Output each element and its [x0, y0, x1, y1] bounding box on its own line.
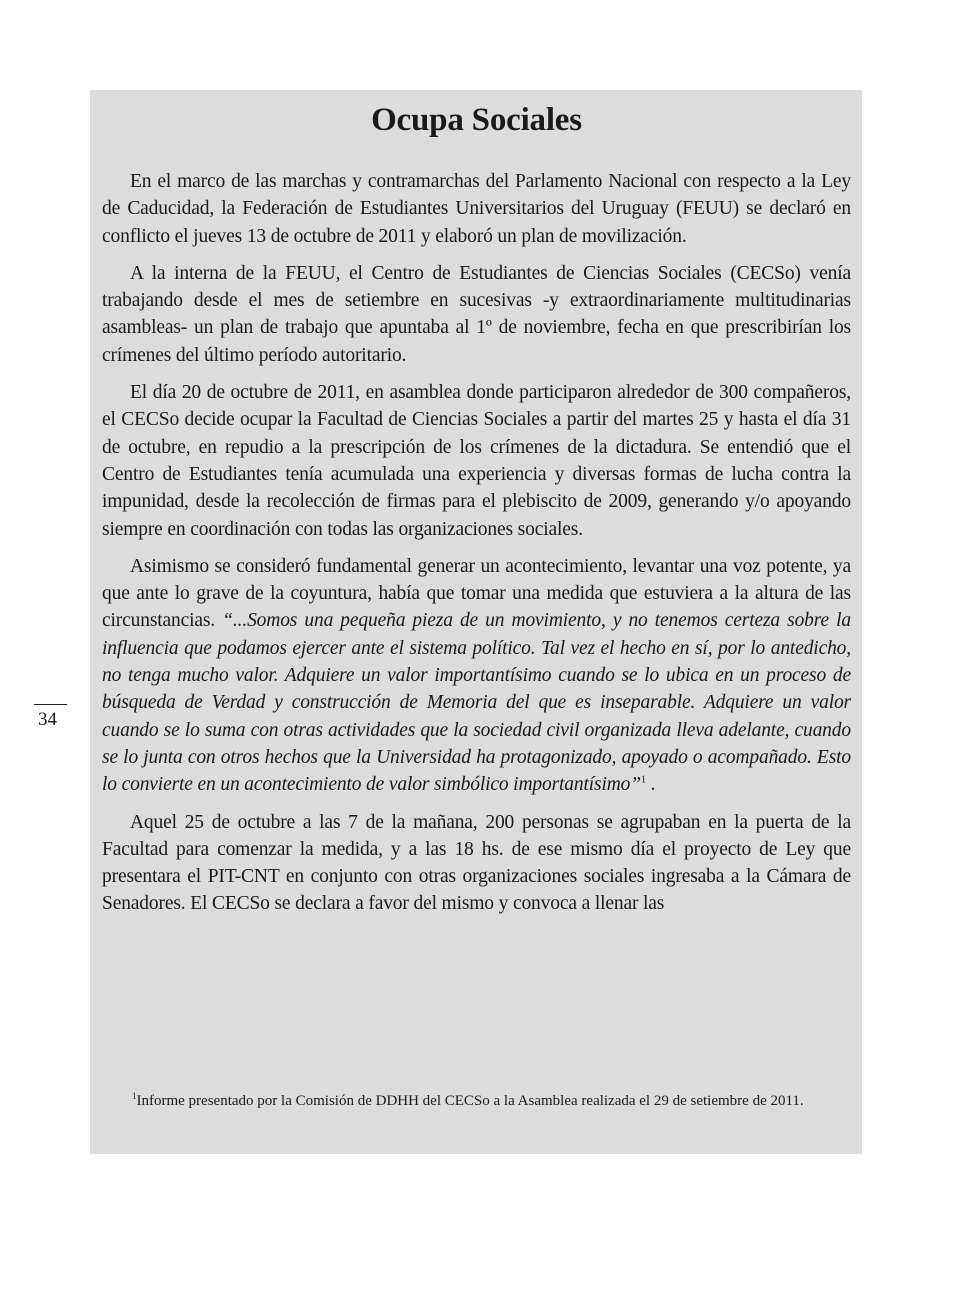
paragraph-1: En el marco de las marchas y contramarchas del Parlamento Nacional con respecto a la Ley de Caducidad, la Federación de Estudiantes Universitarios del Uruguay (FEUU) se declaró en conflicto el jueves 13 de octubre de 2011 y elaboró un plan de movilización. [102, 171, 851, 247]
footnote-text: Informe presentado por la Comisión de DDHH del CECSo a la Asamblea realizada el 29 de setiembre de 2011. [136, 1093, 804, 1109]
paragraph-4-end: . [645, 774, 656, 796]
paragraph-4-quote: “...Somos una pequeña pieza de un movimiento, y no tenemos certeza sobre la influencia que podamos ejercer ante el sistema político. Tal vez el hecho en sí, por lo antedicho, no tenga mucho valor. Adquiere un valor importantísimo cuando se lo ubica en un proceso de búsqueda de Verdad y construcción de Memoria del que es inseparable. Adquiere un valor cuando se lo suma con otras actividades que la sociedad civil organizada lleva adelante, cuando se lo junta con otros hechos que la Universidad ha protagonizado, apoyado o acompañado. Esto lo convierte en un acontecimiento de valor simbólico importantísimo” [102, 610, 851, 796]
article-body [102, 168, 851, 918]
content-panel [90, 90, 862, 1154]
footnote-mark: 1 [132, 1091, 137, 1101]
paragraph-4 [102, 553, 851, 799]
paragraph-3: El día 20 de octubre de 2011, en asamblea donde participaron alrededor de 300 compañeros, el CECSo decide ocupar la Facultad de Ciencias Sociales a partir del martes 25 y hasta el día 31 de octubre, en repudio a la prescripción de los crímenes de la dictadura. Se entendió que el Centro de Estudiantes tenía acumulada una experiencia y diversas formas de lucha contra la impunidad, desde la recolección de firmas para el plebiscito de 2009, generando y/o apoyando siempre en coordinación con todas las organizaciones sociales. [102, 382, 851, 540]
page-number-rule [34, 704, 67, 705]
paragraph-2: A la interna de la FEUU, el Centro de Estudiantes de Ciencias Sociales (CECSo) venía trabajando desde el mes de setiembre en sucesivas -y extraordinariamente multitudinarias asambleas- un plan de trabajo que apuntaba al 1º de noviembre, fecha en que prescribirían los crímenes del último período autoritario. [102, 262, 851, 366]
footnote-reference: 1 [640, 774, 646, 786]
paragraph-5: Aquel 25 de octubre a las 7 de la mañana, 200 personas se agrupaban en la puerta de la Facultad para comenzar la medida, y a las 18 hs. de ese mismo día el proyecto de Ley que presentara el PIT-CNT en conjunto con otras organizaciones sociales ingresaba a la Cámara de Senadores. El CECSo se declara a favor del mismo y convoca a llenar las [102, 811, 851, 915]
page-title: Ocupa Sociales [371, 102, 582, 138]
footnote [102, 1090, 851, 1112]
page-number: 34 [38, 709, 57, 730]
paragraph-4-intro: Asimismo se consideró fundamental generar un acontecimiento, levantar una voz potente, ya que ante lo grave de la coyuntura, había que tomar una medida que estuviera a la altura de las circunstancias. [102, 555, 851, 632]
